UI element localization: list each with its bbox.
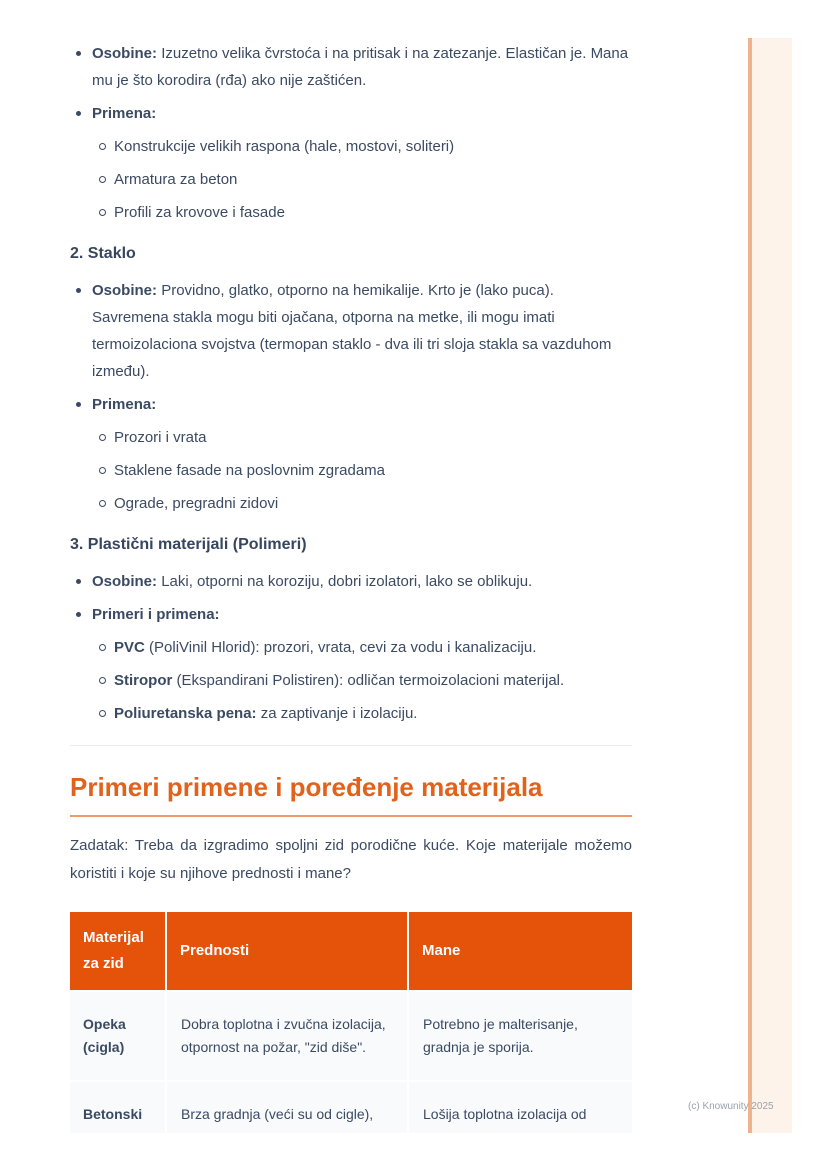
- cell-mane: Lošija toplotna izolacija od: [409, 1082, 632, 1133]
- bullet-dot-icon: [76, 51, 81, 56]
- page-edge-accent-panel: [752, 38, 792, 1133]
- cell-material: Betonski: [70, 1082, 165, 1133]
- glass-usage-subitem: [92, 490, 632, 517]
- column-header-mane: Mane: [409, 912, 632, 990]
- plastics-example-subitem: [92, 700, 632, 727]
- item-text: Ograde, pregradni zidovi: [114, 495, 279, 512]
- cell-prednosti: Dobra toplotna i zvučna izolacija, otpornost na požar, "zid diše".: [167, 992, 407, 1080]
- item-label: Osobine:: [92, 45, 158, 62]
- page-edge-accent-line: [748, 38, 752, 1133]
- cell-material: Opeka (cigla): [70, 992, 165, 1080]
- bullet-dot-icon: [76, 402, 81, 407]
- bullet-dot-icon: [76, 111, 81, 116]
- table-row: [70, 1082, 632, 1133]
- item-text: (Ekspandirani Polistiren): odličan termoizolacioni materijal.: [176, 672, 565, 689]
- cell-mane: Potrebno je malterisanje, gradnja je sporija.: [409, 992, 632, 1080]
- item-label: Osobine:: [92, 282, 158, 299]
- steel-usage-subitem: [92, 133, 632, 160]
- table-header-row: [70, 912, 632, 990]
- page-title: Primeri primene i poređenje materijala: [70, 772, 543, 802]
- item-text: Staklene fasade na poslovnim zgradama: [114, 462, 385, 479]
- cell-prednosti: Brza gradnja (veći su od cigle),: [167, 1082, 407, 1133]
- steel-properties-item: [70, 40, 632, 94]
- plastics-examples-item: [70, 601, 632, 628]
- item-label: Osobine:: [92, 573, 158, 590]
- bullet-circle-icon: [99, 677, 106, 684]
- item-label: Primeri i primena:: [92, 606, 220, 623]
- glass-usage-subitem: [92, 457, 632, 484]
- bullet-dot-icon: [76, 288, 81, 293]
- plastics-example-subitem: [92, 667, 632, 694]
- steel-usage-subitem: [92, 199, 632, 226]
- steel-usage-subitem: [92, 166, 632, 193]
- bullet-circle-icon: [99, 500, 106, 507]
- bullet-dot-icon: [76, 579, 81, 584]
- item-label: Primena:: [92, 105, 157, 122]
- glass-properties-item: [70, 277, 632, 385]
- item-text: (PoliVinil Hlorid): prozori, vrata, cevi za vodu i kanalizaciju.: [149, 639, 537, 656]
- glass-usage-subitem: [92, 424, 632, 451]
- plastics-properties-item: [70, 568, 632, 595]
- document-content: [70, 40, 632, 1133]
- item-text: Konstrukcije velikih raspona (hale, mostovi, soliteri): [114, 138, 455, 155]
- item-text: Profili za krovove i fasade: [114, 204, 285, 221]
- item-term: PVC: [114, 639, 145, 656]
- bullet-circle-icon: [99, 176, 106, 183]
- task-paragraph: Zadatak: Treba da izgradimo spoljni zid porodične kuće. Koje materijale možemo koristiti i koje su njihove prednosti i mane?: [70, 837, 632, 882]
- item-label: Primena:: [92, 396, 157, 413]
- item-text: Prozori i vrata: [114, 429, 207, 446]
- plastics-example-subitem: [92, 634, 632, 661]
- item-text: Laki, otporni na koroziju, dobri izolatori, lako se oblikuju.: [161, 573, 533, 590]
- bullet-circle-icon: [99, 710, 106, 717]
- item-term: Poliuretanska pena:: [114, 705, 257, 722]
- column-header-materijal: Materijal za zid: [70, 912, 165, 990]
- table-row: [70, 992, 632, 1080]
- section-divider: [70, 745, 632, 746]
- bullet-circle-icon: [99, 644, 106, 651]
- page-title-underline: [70, 815, 632, 817]
- glass-usage-item: [70, 391, 632, 418]
- item-text: Izuzetno velika čvrstoća i na pritisak i na zatezanje. Elastičan je. Mana mu je što korodira (rđa) ako nije zaštićen.: [92, 45, 629, 89]
- bullet-circle-icon: [99, 434, 106, 441]
- section-heading-staklo: 2. Staklo: [70, 245, 136, 262]
- steel-usage-item: [70, 100, 632, 127]
- item-text: Providno, glatko, otporno na hemikalije. Krto je (lako puca). Savremena stakla mogu biti ojačana, otporna na metke, ili mogu imati termoizolaciona svojstva (termopan staklo - dva ili tri sloja stakla sa vazduhom između).: [92, 282, 612, 380]
- bullet-circle-icon: [99, 143, 106, 150]
- copyright-note: (c) Knowunity 2025: [688, 1101, 774, 1112]
- item-term: Stiropor: [114, 672, 173, 689]
- column-header-prednosti: Prednosti: [167, 912, 407, 990]
- bullet-dot-icon: [76, 612, 81, 617]
- bullet-circle-icon: [99, 467, 106, 474]
- section-heading-plastika: 3. Plastični materijali (Polimeri): [70, 536, 307, 553]
- item-text: za zaptivanje i izolaciju.: [260, 705, 418, 722]
- materials-comparison-table: [70, 910, 632, 1133]
- item-text: Armatura za beton: [114, 171, 238, 188]
- bullet-circle-icon: [99, 209, 106, 216]
